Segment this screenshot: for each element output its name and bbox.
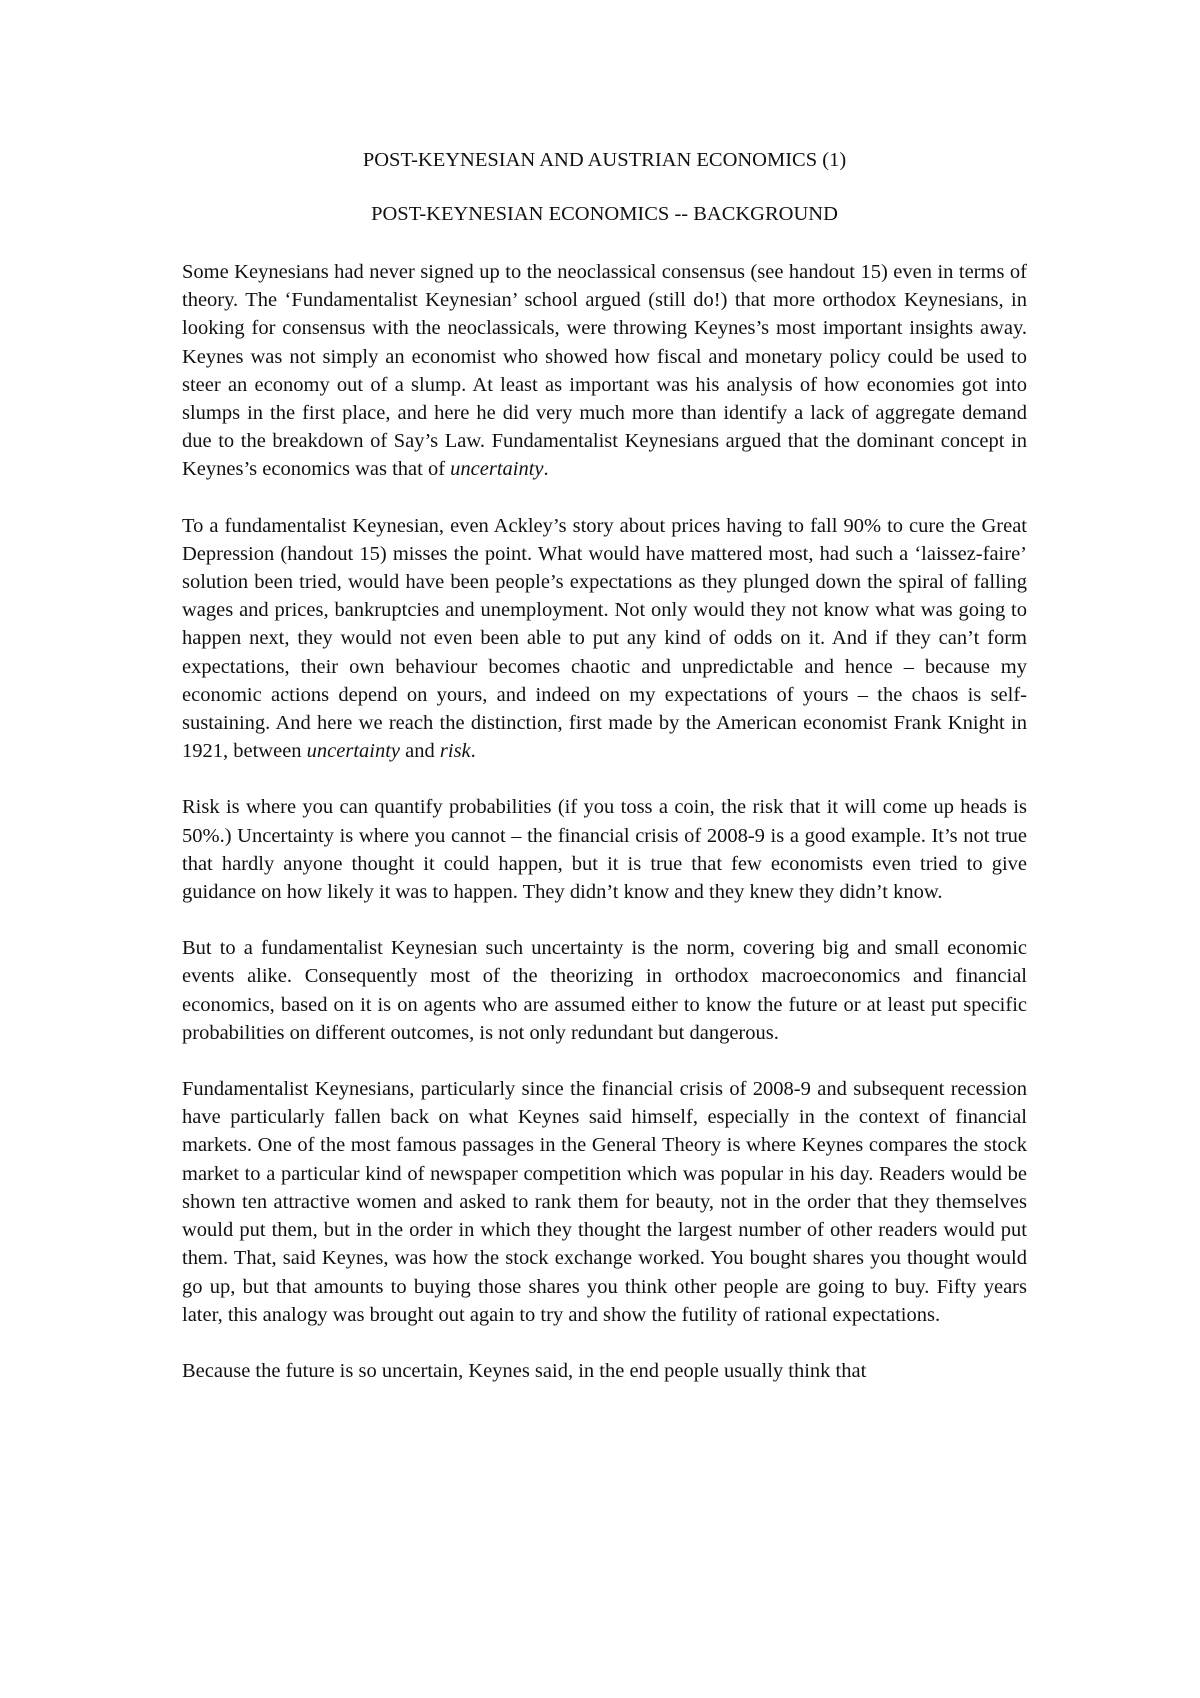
document-subtitle: POST-KEYNESIAN ECONOMICS -- BACKGROUND [371, 203, 838, 225]
paragraph-6: Because the future is so uncertain, Keynes said, in the end people usually think that [182, 1359, 867, 1382]
document-body [182, 146, 1027, 1413]
paragraph-1-emphasis: uncertainty [450, 458, 544, 481]
paragraph-1-text: Some Keynesians had never signed up to the neoclassical consensus (see handout 15) even in terms of theory. The ‘Fundamentalist Keynesian’ school argued (still do!) that more orthodox Keynesians, in looking for consensus with the neoclassicals, were throwing Keynes’s most important insights away. Keynes was not simply an economist who showed how fiscal and monetary policy could be used to steer an economy out of a slump. At least as important was his analysis of how economies got into slumps in the first place, and here he did very much more than identify a lack of aggregate demand due to the breakdown of Say’s Law. Fundamentalist Keynesians argued that the dominant concept in Keynes’s economics was that of [182, 261, 1027, 481]
paragraph-2-text: To a fundamentalist Keynesian, even Ackley’s story about prices having to fall 90% to cure the Great Depression (handout 15) misses the point. What would have mattered most, had such a ‘laissez-faire’ solution been tried, would have been people’s expectations as they plunged down the spiral of falling wages and prices, bankruptcies and unemployment. Not only would they not know what was going to happen next, they would not even been able to put any kind of odds on it. And if they can’t form expectations, their own behaviour becomes chaotic and unpredictable and hence – because my economic actions depend on yours, and indeed on my expectations of yours – the chaos is self-sustaining. And here we reach the distinction, first made by the American economist Frank Knight in 1921, between [182, 514, 1027, 763]
paragraph-1 [182, 258, 1027, 484]
paragraph-1-end: . [543, 458, 549, 481]
paragraph-4: But to a fundamentalist Keynesian such uncertainty is the norm, covering big and small economic events alike. Consequently most of the theorizing in orthodox macroeconomics and financial economics, based on it is on agents who are assumed either to know the future or at least put specific probabilities on different outcomes, is not only redundant but dangerous. [182, 937, 1027, 1044]
paragraph-2-emphasis-uncertainty: uncertainty [306, 740, 401, 763]
paragraph-2-mid: and [400, 740, 440, 763]
paragraph-2-end: . [470, 740, 476, 763]
document-title: POST-KEYNESIAN AND AUSTRIAN ECONOMICS (1) [362, 149, 847, 171]
paragraph-5: Fundamentalist Keynesians, particularly since the financial crisis of 2008-9 and subsequent recession have particularly fallen back on what Keynes said himself, especially in the context of financial markets. One of the most famous passages in the General Theory is where Keynes compares the stock market to a particular kind of newspaper competition which was popular in his day. Readers would be shown ten attractive women and asked to rank them for beauty, not in the order that they themselves would put them, but in the order in which they thought the largest number of other readers would put them. That, said Keynes, was how the stock exchange worked. You bought shares you thought would go up, but that amounts to buying those shares you think other people are going to buy. Fifty years later, this analogy was brought out again to try and show the futility of rational expectations. [182, 1078, 1027, 1326]
paragraph-2 [182, 512, 1027, 766]
paragraph-3: Risk is where you can quantify probabilities (if you toss a coin, the risk that it will come up heads is 50%.) Uncertainty is where you cannot – the financial crisis of 2008-9 is a good example. It’s not true that hardly anyone thought it could happen, but it is true that few economists even tried to give guidance on how likely it was to happen. They didn’t know and they knew they didn’t know. [182, 796, 1027, 904]
paragraph-2-emphasis-risk: risk [439, 740, 471, 763]
